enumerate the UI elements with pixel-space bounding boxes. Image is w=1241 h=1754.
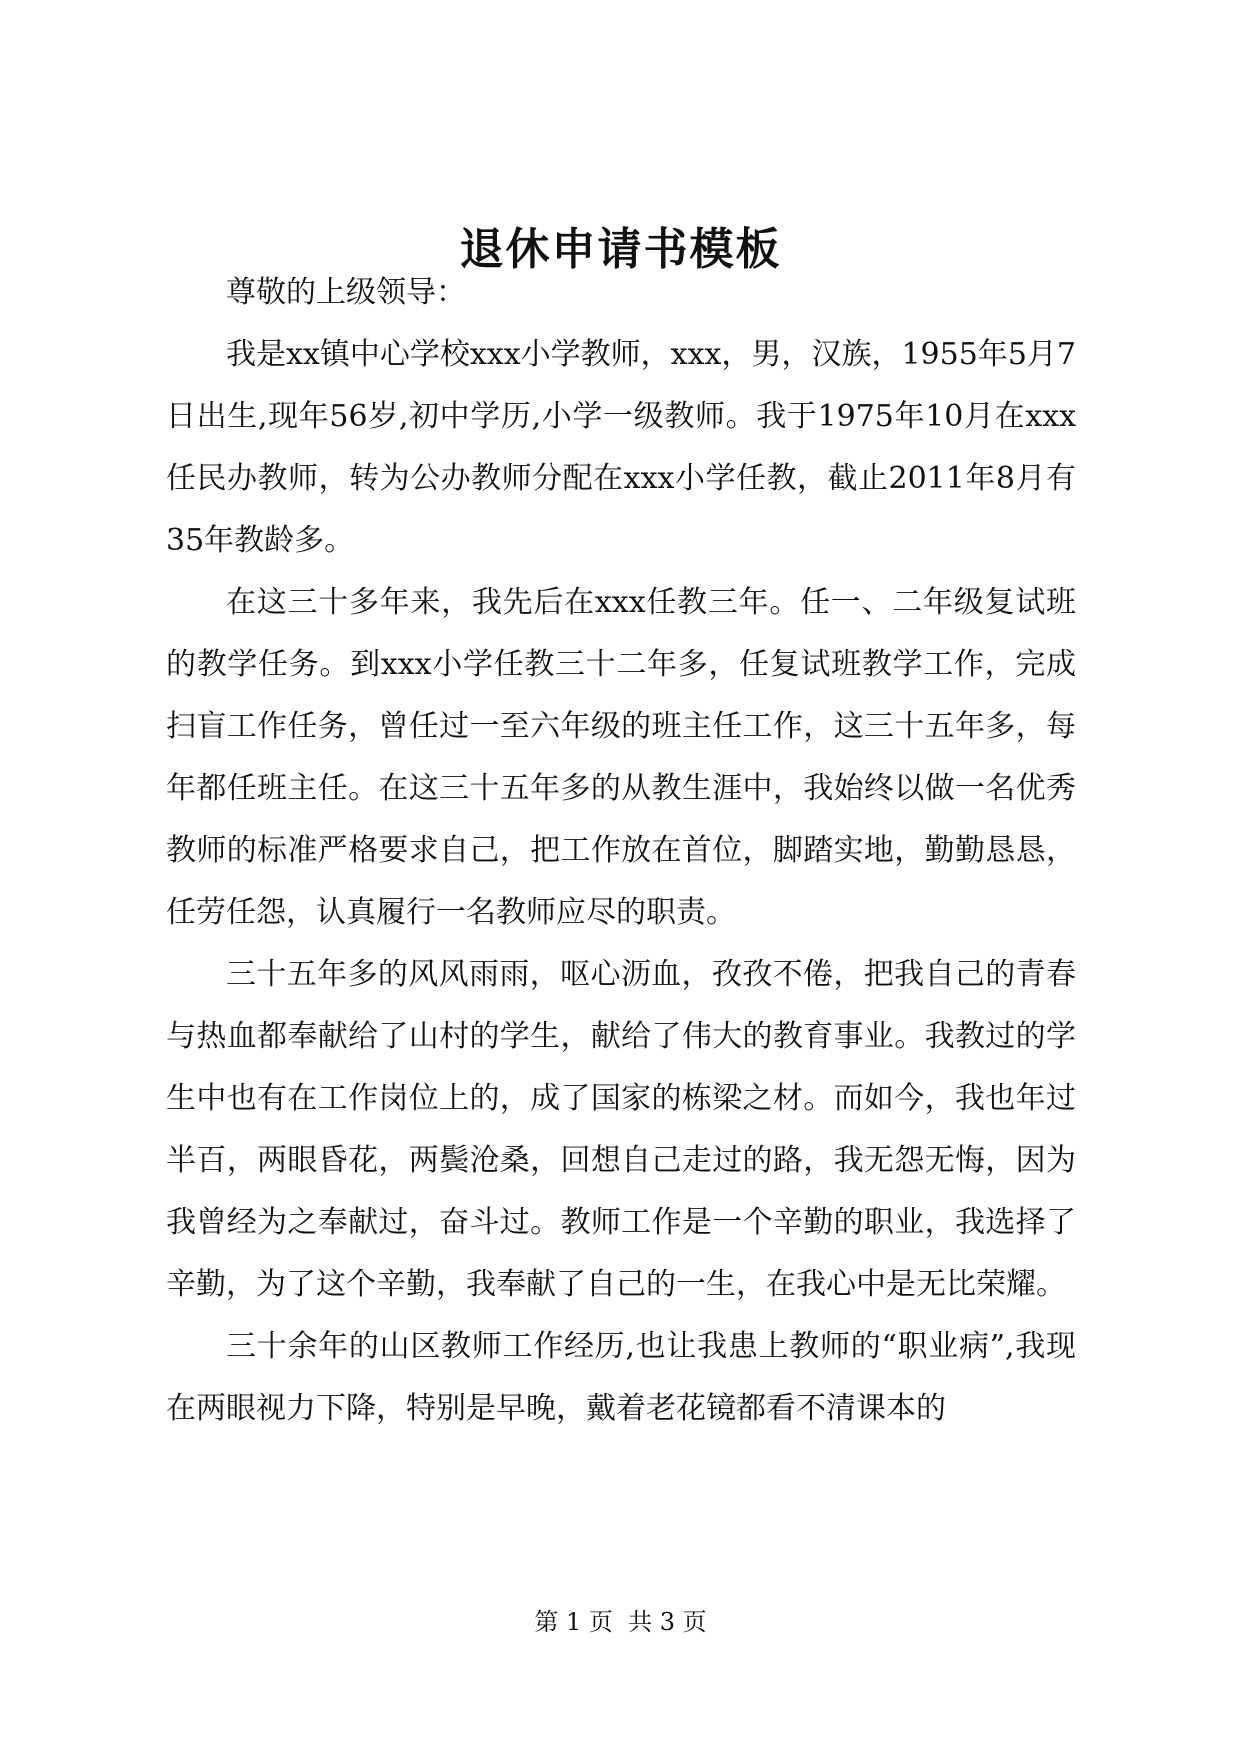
page-title: 退休申请书模板 (459, 224, 782, 275)
document-body (166, 262, 1076, 1440)
paragraph-4: 三十余年的山区教师工作经历,也让我患上教师的“职业病”,我现在两眼视力下降，特别是早晚，戴着老花镜都看不清课本的 (166, 1329, 1076, 1426)
salutation: 尊敬的上级领导： (226, 275, 466, 310)
paragraph-1: 我是xx镇中心学校xxx小学教师，xxx，男，汉族，1955年5月7日出生,现年56岁,初中学历,小学一级教师。我于1975年10月在xxx任民办教师，转为公办教师分配在xxx小学任教，截止2011年8月有35年教龄多。 (166, 337, 1076, 558)
page-footer (0, 1606, 1241, 1638)
page-number-label: 第 1 页 共 3 页 (534, 1608, 707, 1636)
paragraph-2: 在这三十多年来，我先后在xxx任教三年。任一、二年级复试班的教学任务。到xxx小学任教三十二年多，任复试班教学工作，完成扫盲工作任务，曾任过一至六年级的班主任工作，这三十五年多，每年都任班主任。在这三十五年多的从教生涯中，我始终以做一名优秀教师的标准严格要求自己，把工作放在首位，脚踏实地，勤勤恳恳，任劳任怨，认真履行一名教师应尽的职责。 (166, 585, 1076, 930)
paragraph-3: 三十五年多的风风雨雨，呕心沥血，孜孜不倦，把我自己的青春与热血都奉献给了山村的学生，献给了伟大的教育事业。我教过的学生中也有在工作岗位上的，成了国家的栋梁之材。而如今，我也年过半百，两眼昏花，两鬓沧桑，回想自己走过的路，我无怨无悔，因为我曾经为之奉献过，奋斗过。教师工作是一个辛勤的职业，我选择了辛勤，为了这个辛勤，我奉献了自己的一生，在我心中是无比荣耀。 (166, 957, 1076, 1302)
